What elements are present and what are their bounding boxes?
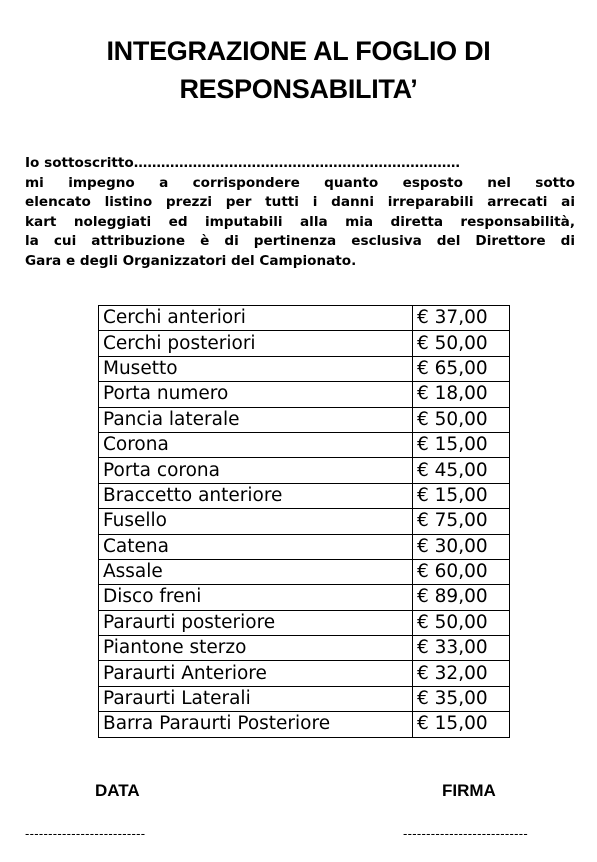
item-name-cell: Porta corona [99, 458, 413, 483]
table-row [99, 356, 510, 381]
item-name-cell: Paraurti posteriore [99, 610, 413, 635]
price-cell: € 50,00 [413, 331, 510, 356]
declaration-paragraph [25, 154, 575, 272]
price-cell: € 15,00 [413, 712, 510, 737]
price-cell: € 65,00 [413, 356, 510, 381]
document-title [0, 32, 597, 108]
table-row [99, 661, 510, 686]
price-cell: € 50,00 [413, 407, 510, 432]
item-name-cell: Fusello [99, 509, 413, 534]
table-row [99, 407, 510, 432]
signature-line: --------------------------- [403, 826, 528, 841]
price-cell: € 45,00 [413, 458, 510, 483]
price-cell: € 33,00 [413, 636, 510, 661]
price-cell: € 89,00 [413, 585, 510, 610]
item-name-cell: Piantone sterzo [99, 636, 413, 661]
price-cell: € 15,00 [413, 483, 510, 508]
intro-line: Gara e degli Organizzatori del Campionato. [25, 252, 357, 269]
price-cell: € 75,00 [413, 509, 510, 534]
intro-line: elencato listino prezzi per tutti i danni irreparabili arrecati ai [25, 194, 575, 211]
table-row [99, 712, 510, 737]
table-row [99, 585, 510, 610]
table-row [99, 382, 510, 407]
signature-label: FIRMA [442, 781, 496, 800]
item-name-cell: Braccetto anteriore [99, 483, 413, 508]
item-name-cell: Musetto [99, 356, 413, 381]
table-row [99, 331, 510, 356]
item-name-cell: Cerchi anteriori [99, 306, 413, 331]
table-row [99, 686, 510, 711]
item-name-cell: Cerchi posteriori [99, 331, 413, 356]
price-cell: € 15,00 [413, 432, 510, 457]
item-name-cell: Assale [99, 559, 413, 584]
price-cell: € 35,00 [413, 686, 510, 711]
item-name-cell: Pancia laterale [99, 407, 413, 432]
price-list-table [98, 305, 510, 738]
table-row [99, 458, 510, 483]
title-line-1: INTEGRAZIONE AL FOGLIO DI [106, 36, 491, 66]
intro-line: la cui attribuzione è di pertinenza esclusiva del Direttore di [25, 233, 575, 250]
intro-line: Io sottoscritto……………………………………………………………… [25, 155, 460, 171]
item-name-cell: Disco freni [99, 585, 413, 610]
table-row [99, 636, 510, 661]
table-row [99, 483, 510, 508]
price-cell: € 50,00 [413, 610, 510, 635]
table-row [99, 509, 510, 534]
date-line: -------------------------- [25, 826, 146, 841]
item-name-cell: Barra Paraurti Posteriore [99, 712, 413, 737]
table-row [99, 306, 510, 331]
intro-line: kart noleggiati ed imputabili alla mia diretta responsabilità, [25, 213, 575, 230]
date-label: DATA [95, 781, 140, 800]
item-name-cell: Corona [99, 432, 413, 457]
table-row [99, 534, 510, 559]
price-cell: € 60,00 [413, 559, 510, 584]
item-name-cell: Catena [99, 534, 413, 559]
table-row [99, 559, 510, 584]
item-name-cell: Paraurti Laterali [99, 686, 413, 711]
intro-line: mi impegno a corrispondere quanto esposto nel sotto [25, 174, 575, 191]
price-cell: € 18,00 [413, 382, 510, 407]
item-name-cell: Paraurti Anteriore [99, 661, 413, 686]
price-cell: € 30,00 [413, 534, 510, 559]
item-name-cell: Porta numero [99, 382, 413, 407]
title-line-2: RESPONSABILITA’ [179, 74, 418, 104]
price-cell: € 37,00 [413, 306, 510, 331]
table-row [99, 610, 510, 635]
table-row [99, 432, 510, 457]
price-cell: € 32,00 [413, 661, 510, 686]
